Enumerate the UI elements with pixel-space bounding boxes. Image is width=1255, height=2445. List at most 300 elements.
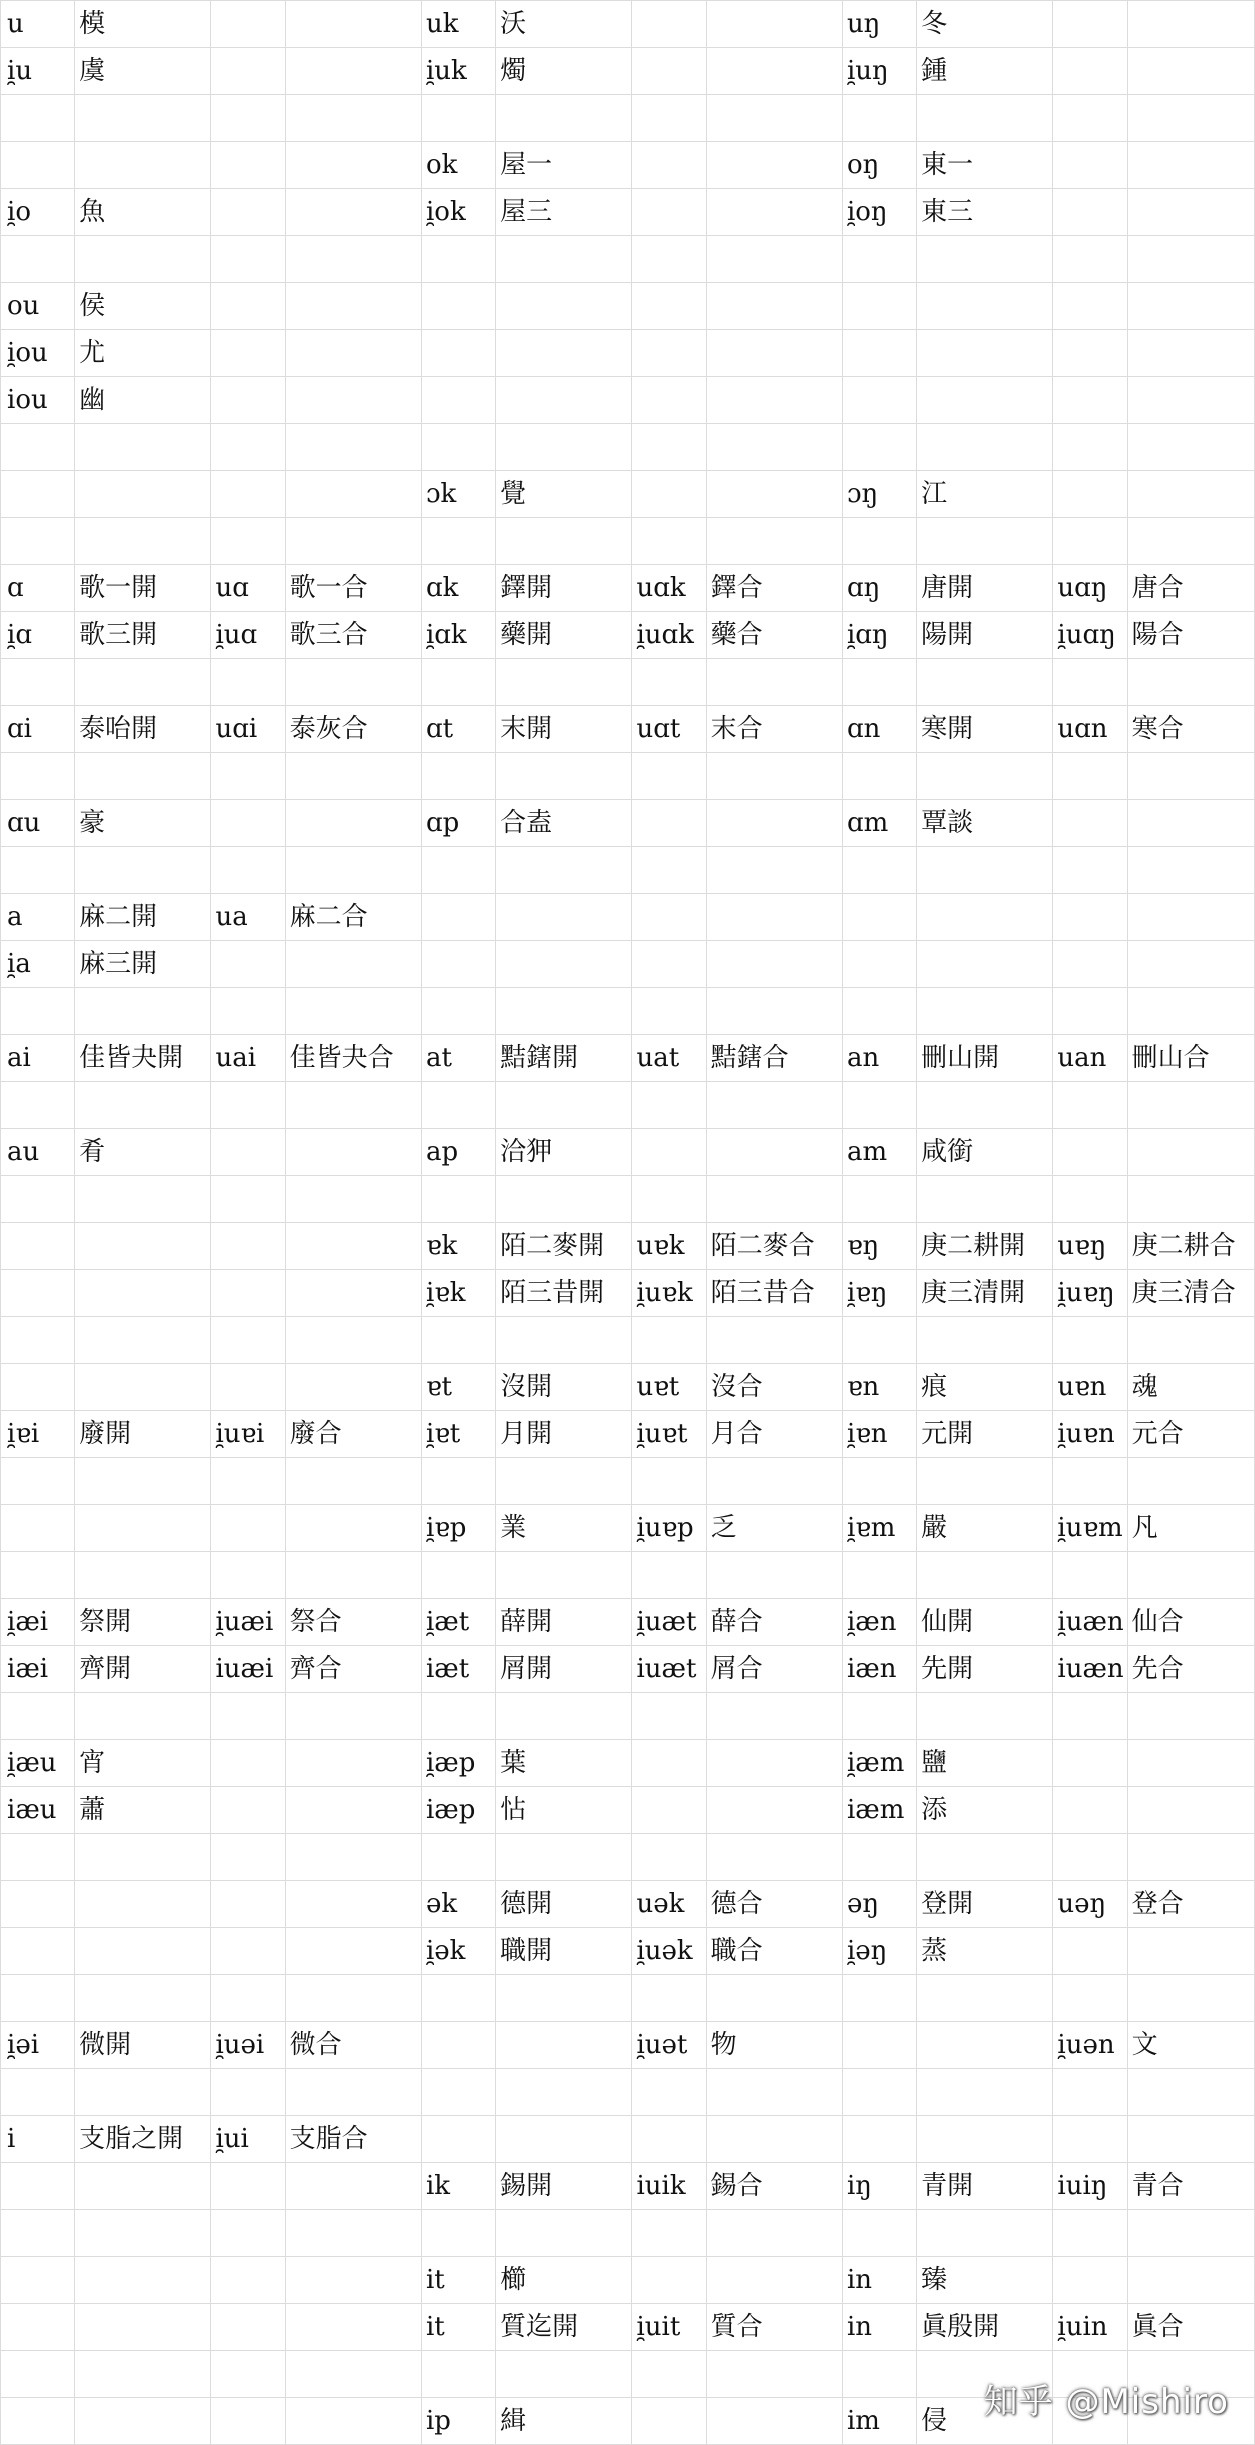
rhyme-cell bbox=[285, 941, 421, 988]
ipa-cell: i̯uɑŋ bbox=[1053, 612, 1127, 659]
rhyme-cell bbox=[285, 1975, 421, 2022]
table-row bbox=[1, 142, 1255, 189]
ipa-cell: i̯uɑ bbox=[211, 612, 285, 659]
rhyme-cell bbox=[496, 2022, 632, 2069]
ipa-cell: iæn bbox=[842, 1646, 916, 1693]
ipa-cell bbox=[632, 2398, 706, 2445]
rhyme-cell bbox=[917, 1693, 1053, 1740]
rhyme-cell bbox=[285, 2163, 421, 2210]
rhyme-cell bbox=[496, 1082, 632, 1129]
ipa-cell: in bbox=[842, 2304, 916, 2351]
rhyme-cell bbox=[75, 2257, 211, 2304]
ipa-cell bbox=[842, 2351, 916, 2398]
rhyme-cell: 模 bbox=[75, 1, 211, 48]
ipa-cell bbox=[1, 2163, 75, 2210]
ipa-cell bbox=[632, 48, 706, 95]
table-row bbox=[1, 706, 1255, 753]
rhyme-cell: 仙合 bbox=[1127, 1599, 1254, 1646]
ipa-cell bbox=[1053, 1082, 1127, 1129]
ipa-cell: i̯uɐn bbox=[1053, 1411, 1127, 1458]
ipa-cell bbox=[842, 1552, 916, 1599]
ipa-cell bbox=[211, 2351, 285, 2398]
ipa-cell: uɑn bbox=[1053, 706, 1127, 753]
table-row bbox=[1, 1129, 1255, 1176]
ipa-cell: ɐt bbox=[421, 1364, 495, 1411]
rhyme-cell bbox=[917, 1176, 1053, 1223]
ipa-cell: uai bbox=[211, 1035, 285, 1082]
ipa-cell bbox=[211, 659, 285, 706]
rhyme-cell: 合盍 bbox=[496, 800, 632, 847]
table-row bbox=[1, 1317, 1255, 1364]
ipa-cell: iæm bbox=[842, 1787, 916, 1834]
rhyme-cell bbox=[1127, 471, 1254, 518]
ipa-cell bbox=[1053, 1, 1127, 48]
rhyme-cell bbox=[285, 424, 421, 471]
ipa-cell: iæu bbox=[1, 1787, 75, 1834]
ipa-cell: i̯æi bbox=[1, 1599, 75, 1646]
ipa-cell bbox=[1053, 894, 1127, 941]
ipa-cell: ɑŋ bbox=[842, 565, 916, 612]
ipa-cell bbox=[1053, 1834, 1127, 1881]
rhyme-cell: 末開 bbox=[496, 706, 632, 753]
rhyme-cell bbox=[75, 1176, 211, 1223]
rhyme-cell: 刪山開 bbox=[917, 1035, 1053, 1082]
ipa-cell: uɑi bbox=[211, 706, 285, 753]
rhyme-cell: 青開 bbox=[917, 2163, 1053, 2210]
ipa-cell: iuiŋ bbox=[1053, 2163, 1127, 2210]
rhyme-cell bbox=[1127, 236, 1254, 283]
rhyme-cell bbox=[917, 1552, 1053, 1599]
ipa-cell: uɑk bbox=[632, 565, 706, 612]
ipa-cell bbox=[421, 941, 495, 988]
ipa-cell bbox=[842, 236, 916, 283]
rhyme-cell bbox=[1127, 330, 1254, 377]
rhyme-cell bbox=[496, 2210, 632, 2257]
ipa-cell bbox=[421, 518, 495, 565]
rhyme-cell: 眞殷開 bbox=[917, 2304, 1053, 2351]
table-row bbox=[1, 847, 1255, 894]
ipa-cell: an bbox=[842, 1035, 916, 1082]
rhyme-cell: 質合 bbox=[706, 2304, 842, 2351]
rhyme-cell bbox=[75, 1975, 211, 2022]
ipa-cell: i̯uɑk bbox=[632, 612, 706, 659]
rhyme-cell bbox=[1127, 988, 1254, 1035]
ipa-cell bbox=[211, 1881, 285, 1928]
rhyme-cell: 廢合 bbox=[285, 1411, 421, 1458]
ipa-cell: uɐk bbox=[632, 1223, 706, 1270]
ipa-cell bbox=[632, 847, 706, 894]
rhyme-cell: 鐸開 bbox=[496, 565, 632, 612]
rhyme-cell: 痕 bbox=[917, 1364, 1053, 1411]
rhyme-cell bbox=[917, 1317, 1053, 1364]
ipa-cell: iuæn bbox=[1053, 1646, 1127, 1693]
rhyme-cell bbox=[285, 142, 421, 189]
ipa-cell bbox=[1053, 1787, 1127, 1834]
watermark: 知乎 @Mishiro bbox=[983, 2382, 1229, 2422]
table-row bbox=[1, 894, 1255, 941]
table-row bbox=[1, 1740, 1255, 1787]
rhyme-cell bbox=[706, 847, 842, 894]
rhyme-cell: 佳皆夬開 bbox=[75, 1035, 211, 1082]
rhyme-cell bbox=[706, 1787, 842, 1834]
table-row bbox=[1, 518, 1255, 565]
rhyme-cell: 祭合 bbox=[285, 1599, 421, 1646]
rhyme-cell bbox=[496, 1693, 632, 1740]
rhyme-cell: 沒開 bbox=[496, 1364, 632, 1411]
rhyme-cell bbox=[1127, 753, 1254, 800]
ipa-cell: ɔk bbox=[421, 471, 495, 518]
ipa-cell bbox=[421, 988, 495, 1035]
rhyme-cell bbox=[285, 283, 421, 330]
ipa-cell bbox=[1, 2210, 75, 2257]
ipa-cell bbox=[1, 2398, 75, 2445]
rhyme-cell bbox=[1127, 189, 1254, 236]
rhyme-cell bbox=[285, 847, 421, 894]
rhyme-cell bbox=[75, 1834, 211, 1881]
rhyme-cell: 緝 bbox=[496, 2398, 632, 2445]
ipa-cell: i̯uŋ bbox=[842, 48, 916, 95]
rhyme-cell: 燭 bbox=[496, 48, 632, 95]
rhyme-cell: 屋三 bbox=[496, 189, 632, 236]
rhyme-cell bbox=[1127, 48, 1254, 95]
ipa-cell bbox=[211, 1552, 285, 1599]
ipa-cell bbox=[632, 1552, 706, 1599]
table-row bbox=[1, 2257, 1255, 2304]
rhyme-cell bbox=[285, 2069, 421, 2116]
rhyme-cell bbox=[285, 2210, 421, 2257]
rhyme-cell: 先合 bbox=[1127, 1646, 1254, 1693]
rhyme-cell bbox=[496, 1834, 632, 1881]
rhyme-cell bbox=[1127, 1317, 1254, 1364]
rhyme-cell: 麻二合 bbox=[285, 894, 421, 941]
rhyme-cell bbox=[706, 2210, 842, 2257]
ipa-cell: uk bbox=[421, 1, 495, 48]
ipa-cell bbox=[211, 1082, 285, 1129]
ipa-cell bbox=[211, 471, 285, 518]
rhyme-cell: 葉 bbox=[496, 1740, 632, 1787]
rhyme-cell bbox=[75, 1082, 211, 1129]
table-row bbox=[1, 236, 1255, 283]
rhyme-cell bbox=[706, 424, 842, 471]
ipa-cell bbox=[842, 330, 916, 377]
ipa-cell bbox=[1, 659, 75, 706]
table-row bbox=[1, 330, 1255, 377]
ipa-cell bbox=[211, 1317, 285, 1364]
ipa-cell: i̯uæi bbox=[211, 1599, 285, 1646]
rhyme-cell: 文 bbox=[1127, 2022, 1254, 2069]
rhyme-cell bbox=[706, 659, 842, 706]
ipa-cell bbox=[211, 753, 285, 800]
ipa-cell bbox=[632, 1458, 706, 1505]
ipa-cell bbox=[1053, 1176, 1127, 1223]
ipa-cell: at bbox=[421, 1035, 495, 1082]
rhyme-cell bbox=[706, 471, 842, 518]
table-row bbox=[1, 1176, 1255, 1223]
ipa-cell bbox=[1, 424, 75, 471]
ipa-cell: i̯uən bbox=[1053, 2022, 1127, 2069]
rhyme-cell bbox=[285, 330, 421, 377]
ipa-cell: ɐŋ bbox=[842, 1223, 916, 1270]
ipa-cell bbox=[842, 377, 916, 424]
ipa-cell bbox=[1, 1082, 75, 1129]
ipa-cell: i̯uin bbox=[1053, 2304, 1127, 2351]
rhyme-cell: 眞合 bbox=[1127, 2304, 1254, 2351]
ipa-cell bbox=[1053, 1975, 1127, 2022]
rhyme-cell bbox=[706, 236, 842, 283]
rhyme-cell: 支脂之開 bbox=[75, 2116, 211, 2163]
ipa-cell bbox=[1053, 1552, 1127, 1599]
rhyme-cell: 沃 bbox=[496, 1, 632, 48]
ipa-cell bbox=[632, 988, 706, 1035]
ipa-cell bbox=[421, 847, 495, 894]
ipa-cell bbox=[632, 2069, 706, 2116]
rhyme-cell bbox=[75, 753, 211, 800]
rhyme-cell bbox=[917, 518, 1053, 565]
ipa-cell bbox=[842, 2210, 916, 2257]
ipa-cell bbox=[1053, 753, 1127, 800]
rhyme-cell bbox=[706, 142, 842, 189]
table-row bbox=[1, 800, 1255, 847]
ipa-cell bbox=[1053, 659, 1127, 706]
ipa-cell bbox=[632, 1834, 706, 1881]
ipa-cell bbox=[1053, 941, 1127, 988]
ipa-cell: i̯ok bbox=[421, 189, 495, 236]
rhyme-cell: 冬 bbox=[917, 1, 1053, 48]
ipa-cell: ɑ bbox=[1, 565, 75, 612]
rhyme-cell: 物 bbox=[706, 2022, 842, 2069]
ipa-cell bbox=[632, 471, 706, 518]
rhyme-cell: 凡 bbox=[1127, 1505, 1254, 1552]
table-row bbox=[1, 95, 1255, 142]
rhyme-cell bbox=[917, 1975, 1053, 2022]
ipa-cell bbox=[421, 659, 495, 706]
table-row bbox=[1, 1646, 1255, 1693]
rhyme-cell bbox=[285, 2257, 421, 2304]
rhyme-cell bbox=[285, 1270, 421, 1317]
rhyme-cell: 質迄開 bbox=[496, 2304, 632, 2351]
rhyme-cell: 佳皆夬合 bbox=[285, 1035, 421, 1082]
rhyme-cell: 麻三開 bbox=[75, 941, 211, 988]
ipa-cell bbox=[1, 1317, 75, 1364]
rhyme-cell bbox=[285, 1223, 421, 1270]
ipa-cell: ɐn bbox=[842, 1364, 916, 1411]
ipa-cell: i̯o bbox=[1, 189, 75, 236]
ipa-cell bbox=[1, 2304, 75, 2351]
ipa-cell bbox=[1, 2069, 75, 2116]
ipa-cell: i̯uæt bbox=[632, 1599, 706, 1646]
ipa-cell: i̯uək bbox=[632, 1928, 706, 1975]
rhyme-cell bbox=[706, 1, 842, 48]
rhyme-cell bbox=[496, 424, 632, 471]
rhyme-cell bbox=[917, 847, 1053, 894]
ipa-cell: i̯ɑŋ bbox=[842, 612, 916, 659]
ipa-cell bbox=[211, 2304, 285, 2351]
ipa-cell bbox=[211, 518, 285, 565]
rhyme-cell bbox=[706, 1458, 842, 1505]
ipa-cell: uək bbox=[632, 1881, 706, 1928]
rhyme-cell bbox=[1127, 1, 1254, 48]
rhyme-cell: 德開 bbox=[496, 1881, 632, 1928]
ipa-cell bbox=[632, 518, 706, 565]
ipa-cell bbox=[1, 1693, 75, 1740]
rhyme-cell: 蒸 bbox=[917, 1928, 1053, 1975]
rhyme-cell: 屑開 bbox=[496, 1646, 632, 1693]
rhyme-cell: 豪 bbox=[75, 800, 211, 847]
rhyme-cell bbox=[706, 1317, 842, 1364]
ipa-cell: in bbox=[842, 2257, 916, 2304]
ipa-cell bbox=[211, 142, 285, 189]
rhyme-cell bbox=[1127, 95, 1254, 142]
rhyme-cell bbox=[1127, 941, 1254, 988]
ipa-cell bbox=[1053, 1740, 1127, 1787]
rhyme-cell: 陽開 bbox=[917, 612, 1053, 659]
ipa-cell bbox=[632, 1129, 706, 1176]
ipa-cell bbox=[1, 1928, 75, 1975]
ipa-cell bbox=[632, 659, 706, 706]
rhyme-cell: 薛合 bbox=[706, 1599, 842, 1646]
ipa-cell: i̯ɐm bbox=[842, 1505, 916, 1552]
table-row bbox=[1, 1223, 1255, 1270]
rhyme-cell: 鹽 bbox=[917, 1740, 1053, 1787]
rhyme-cell bbox=[75, 2210, 211, 2257]
ipa-cell bbox=[632, 95, 706, 142]
ipa-cell: au bbox=[1, 1129, 75, 1176]
ipa-cell bbox=[421, 753, 495, 800]
ipa-cell bbox=[211, 988, 285, 1035]
ipa-cell bbox=[1053, 189, 1127, 236]
rhyme-cell bbox=[75, 2069, 211, 2116]
ipa-cell bbox=[421, 1082, 495, 1129]
rhyme-cell: 職合 bbox=[706, 1928, 842, 1975]
ipa-cell bbox=[211, 1834, 285, 1881]
rhyme-cell: 廢開 bbox=[75, 1411, 211, 1458]
ipa-cell: i̯æt bbox=[421, 1599, 495, 1646]
ipa-cell: iæp bbox=[421, 1787, 495, 1834]
ipa-cell bbox=[1, 753, 75, 800]
rhyme-cell bbox=[917, 2210, 1053, 2257]
ipa-cell bbox=[1053, 424, 1127, 471]
rhyme-cell bbox=[917, 1834, 1053, 1881]
rhyme-cell: 陌三昔合 bbox=[706, 1270, 842, 1317]
ipa-cell bbox=[842, 283, 916, 330]
ipa-cell: ɑk bbox=[421, 565, 495, 612]
ipa-cell bbox=[421, 424, 495, 471]
ipa-cell: i̯uit bbox=[632, 2304, 706, 2351]
rhyme-cell bbox=[917, 236, 1053, 283]
rhyme-cell: 尤 bbox=[75, 330, 211, 377]
rhyme-cell: 乏 bbox=[706, 1505, 842, 1552]
rhyme-cell bbox=[917, 377, 1053, 424]
ipa-cell: i̯uət bbox=[632, 2022, 706, 2069]
rhyme-cell: 庚三清合 bbox=[1127, 1270, 1254, 1317]
rhyme-cell: 屋一 bbox=[496, 142, 632, 189]
ipa-cell: uɑt bbox=[632, 706, 706, 753]
ipa-cell bbox=[1053, 847, 1127, 894]
ipa-cell bbox=[211, 330, 285, 377]
ipa-cell: am bbox=[842, 1129, 916, 1176]
ipa-cell bbox=[1, 471, 75, 518]
rhyme-cell bbox=[1127, 1082, 1254, 1129]
rhyme-cell bbox=[75, 2304, 211, 2351]
ipa-cell bbox=[1, 1176, 75, 1223]
ipa-cell bbox=[632, 142, 706, 189]
ipa-cell: i̯uɐi bbox=[211, 1411, 285, 1458]
ipa-cell bbox=[211, 283, 285, 330]
ipa-cell: iuæt bbox=[632, 1646, 706, 1693]
ipa-cell: ai bbox=[1, 1035, 75, 1082]
ipa-cell bbox=[211, 847, 285, 894]
ipa-cell bbox=[1, 1975, 75, 2022]
rhyme-cell: 嚴 bbox=[917, 1505, 1053, 1552]
table-row bbox=[1, 1505, 1255, 1552]
rhyme-cell bbox=[285, 1834, 421, 1881]
rhyme-cell: 歌三合 bbox=[285, 612, 421, 659]
rhyme-cell bbox=[75, 518, 211, 565]
ipa-cell bbox=[632, 189, 706, 236]
rhyme-cell: 陽合 bbox=[1127, 612, 1254, 659]
ipa-cell bbox=[1, 1270, 75, 1317]
rhyme-cell bbox=[75, 142, 211, 189]
ipa-cell bbox=[842, 1458, 916, 1505]
rhyme-cell: 元開 bbox=[917, 1411, 1053, 1458]
rhyme-cell bbox=[285, 1505, 421, 1552]
ipa-cell bbox=[632, 941, 706, 988]
table-row bbox=[1, 1411, 1255, 1458]
rhyme-cell bbox=[496, 2069, 632, 2116]
ipa-cell: i̯æp bbox=[421, 1740, 495, 1787]
rhyme-cell bbox=[75, 2398, 211, 2445]
ipa-cell bbox=[1053, 95, 1127, 142]
table-row bbox=[1, 612, 1255, 659]
ipa-cell bbox=[1053, 2116, 1127, 2163]
ipa-cell: ɐk bbox=[421, 1223, 495, 1270]
ipa-cell bbox=[421, 1458, 495, 1505]
rhyme-cell: 宵 bbox=[75, 1740, 211, 1787]
ipa-cell bbox=[211, 1270, 285, 1317]
ipa-cell bbox=[211, 800, 285, 847]
ipa-cell: uan bbox=[1053, 1035, 1127, 1082]
rhyme-cell bbox=[1127, 894, 1254, 941]
ipa-cell bbox=[1, 847, 75, 894]
ipa-cell bbox=[842, 1693, 916, 1740]
ipa-cell bbox=[421, 377, 495, 424]
rhyme-cell bbox=[917, 753, 1053, 800]
rhyme-cell bbox=[1127, 2069, 1254, 2116]
rhyme-cell bbox=[75, 1458, 211, 1505]
rhyme-cell bbox=[75, 1505, 211, 1552]
ipa-cell: iæt bbox=[421, 1646, 495, 1693]
ipa-cell bbox=[842, 988, 916, 1035]
ipa-cell bbox=[1, 1834, 75, 1881]
rhyme-cell: 德合 bbox=[706, 1881, 842, 1928]
ipa-cell: ɔŋ bbox=[842, 471, 916, 518]
rhyme-cell bbox=[496, 988, 632, 1035]
rhyme-cell bbox=[285, 2304, 421, 2351]
ipa-cell: ip bbox=[421, 2398, 495, 2445]
ipa-cell bbox=[211, 377, 285, 424]
ipa-cell: i̯u bbox=[1, 48, 75, 95]
rhyme-cell bbox=[285, 753, 421, 800]
rhyme-cell bbox=[496, 2116, 632, 2163]
rhyme-cell bbox=[917, 894, 1053, 941]
ipa-cell: i̯uæn bbox=[1053, 1599, 1127, 1646]
table-row bbox=[1, 2022, 1255, 2069]
rhyme-cell: 陌二麥合 bbox=[706, 1223, 842, 1270]
ipa-cell bbox=[421, 330, 495, 377]
ipa-cell bbox=[632, 2116, 706, 2163]
rhyme-cell bbox=[706, 988, 842, 1035]
ipa-cell bbox=[211, 1928, 285, 1975]
